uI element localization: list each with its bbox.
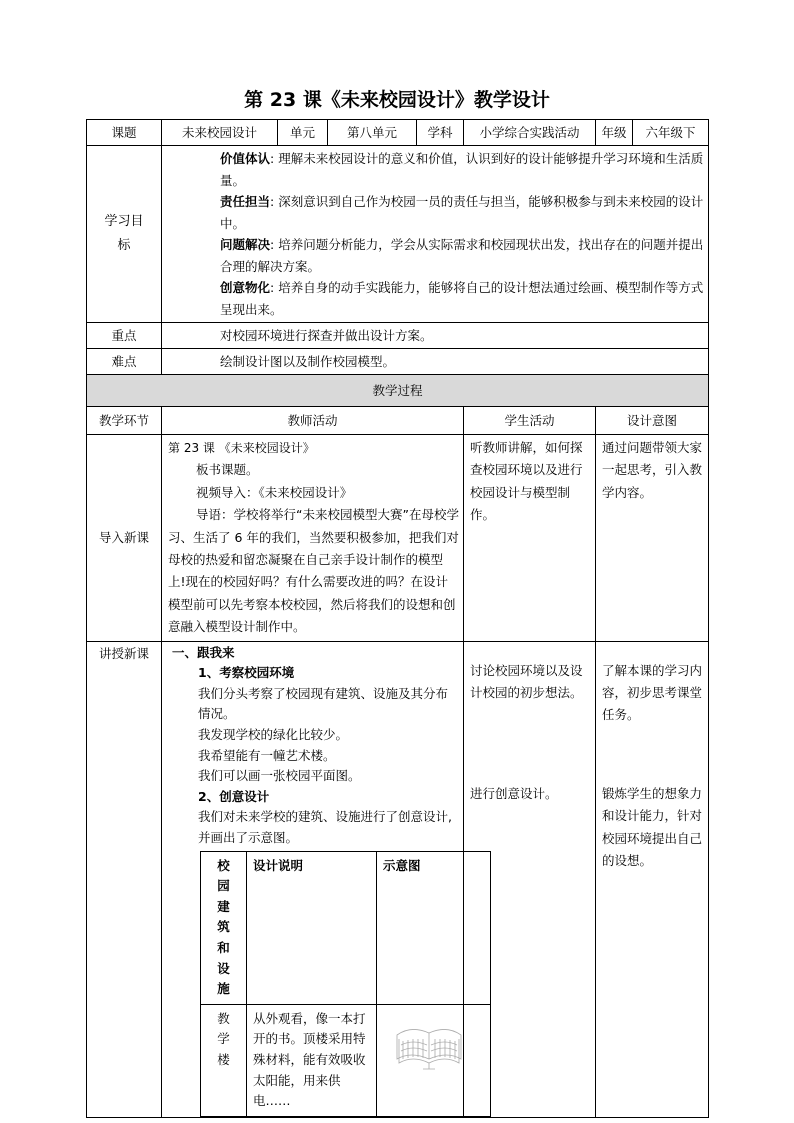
intent-text: 锻炼学生的想象力和设计能力，针对校园环境提出自己的设想。 bbox=[602, 785, 703, 869]
design-row-name-cell bbox=[201, 1004, 247, 1116]
new-teacher bbox=[162, 641, 464, 1117]
facility-name: 教 学 楼 bbox=[217, 1010, 230, 1067]
goal-key: 责任担当 bbox=[220, 194, 271, 209]
design-row-desc: 从外观看，像一本打开的书。顶楼采用特殊材料，能有效吸收太阳能，用来供电…… bbox=[247, 1004, 377, 1116]
new-intent bbox=[596, 641, 709, 1117]
unit-label: 单元 bbox=[278, 120, 328, 146]
goal-key: 创意物化 bbox=[220, 280, 271, 295]
body-text: 我们可以画一张校园平面图。 bbox=[198, 768, 361, 784]
goal-item: 问题解决: 培养问题分析能力，学会从实际需求和校园现状出发，找出存在的问题并提出合理的解决方案。 bbox=[220, 237, 704, 274]
new-lesson-row bbox=[87, 641, 709, 1117]
intro-intent: 通过问题带领大家一起思考，引入教学内容。 bbox=[596, 435, 709, 642]
process-header: 教学过程 bbox=[87, 375, 709, 407]
lesson-plan-table bbox=[86, 119, 709, 1118]
intro-row bbox=[87, 435, 709, 642]
goal-key: 价值体认 bbox=[220, 151, 271, 166]
goal-key: 问题解决 bbox=[220, 237, 271, 252]
subject-label: 学科 bbox=[417, 120, 464, 146]
difficulty-text: 绘制设计图以及制作校园模型。 bbox=[162, 349, 709, 375]
process-header-row bbox=[87, 375, 709, 407]
goals-row bbox=[87, 146, 709, 323]
col-intent: 设计意图 bbox=[596, 407, 709, 435]
intro-stage: 导入新课 bbox=[87, 435, 162, 642]
student-text: 讨论校园环境以及设计校园的初步想法。 bbox=[470, 662, 583, 701]
key-point-text: 对校园环境进行探查并做出设计方案。 bbox=[162, 323, 709, 349]
goal-text: 培养自身的动手实践能力，能够将自己的设计想法通过绘画、模型制作等方式呈现出来。 bbox=[220, 280, 704, 317]
difficulty-row bbox=[87, 349, 709, 375]
facility-heading: 校 园 建 筑 和 设 施 bbox=[217, 857, 230, 997]
intro-line: 板书课题。 bbox=[196, 462, 259, 478]
page-title: 第 23 课《未来校园设计》教学设计 bbox=[244, 89, 550, 111]
grade-value: 六年级下 bbox=[633, 120, 709, 146]
goal-text: 理解未来校园设计的意义和价值，认识到好的设计能够提升学习环境和生活质量。 bbox=[220, 151, 704, 188]
sub-heading: 2、创意设计 bbox=[198, 788, 270, 804]
design-table-row bbox=[201, 1004, 491, 1116]
design-head-sketch: 示意图 bbox=[377, 851, 491, 1004]
col-teacher: 教师活动 bbox=[162, 407, 464, 435]
body-text: 我们对未来学校的建筑、设施进行了创意设计,并画出了示意图。 bbox=[198, 809, 452, 845]
goal-item: 创意物化: 培养自身的动手实践能力，能够将自己的设计想法通过绘画、模型制作等方式呈现出来。 bbox=[220, 280, 704, 317]
new-stage: 讲授新课 bbox=[87, 641, 162, 1117]
intro-paragraph: 导语：学校将举行“未来校园模型大赛”在母校学习、生活了 6 年的我们，当然要积极参加，把我们对母校的热爱和留恋凝聚在自己亲手设计制作的模型上!现在的校园好吗？有什么需要改进的吗？在设计模型前可以先考察本校校园，然后将我们的设想和创意融入模型设计制作中。 bbox=[168, 507, 459, 635]
design-table-header bbox=[201, 851, 491, 1004]
student-text: 进行创意设计。 bbox=[470, 786, 558, 802]
design-head-facility bbox=[201, 851, 247, 1004]
body-text: 我们分头考察了校园现有建筑、设施及其分布情况。 bbox=[198, 685, 449, 722]
key-point-label: 重点 bbox=[87, 323, 162, 349]
goal-text: 深刻意识到自己作为校园一员的责任与担当，能够积极参与到未来校园的设计中。 bbox=[220, 194, 704, 231]
intro-line: 视频导入：《未来校园设计》 bbox=[196, 484, 353, 500]
grade-label: 年级 bbox=[596, 120, 633, 146]
key-point-row bbox=[87, 323, 709, 349]
design-head-desc: 设计说明 bbox=[247, 851, 377, 1004]
goals-label: 学习目标 bbox=[87, 146, 162, 323]
subject-value: 小学综合实践活动 bbox=[464, 120, 596, 146]
design-table bbox=[200, 851, 491, 1117]
body-text: 我发现学校的绿化比较少。 bbox=[198, 727, 349, 743]
body-text: 我希望能有一幢艺术楼。 bbox=[198, 747, 336, 763]
goal-item: 价值体认: 理解未来校园设计的意义和价值，认识到好的设计能够提升学习环境和生活质量。 bbox=[220, 151, 704, 188]
course-value: 未来校园设计 bbox=[162, 120, 278, 146]
unit-value: 第八单元 bbox=[328, 120, 417, 146]
info-row bbox=[87, 120, 709, 146]
intro-teacher bbox=[162, 435, 464, 642]
col-student: 学生活动 bbox=[464, 407, 596, 435]
book-building-sketch bbox=[393, 1013, 465, 1073]
column-header-row bbox=[87, 407, 709, 435]
intro-student: 听教师讲解，如何探查校园环境以及进行校园设计与模型制作。 bbox=[464, 435, 596, 642]
lesson-heading: 第 23 课 《未来校园设计》 bbox=[168, 441, 315, 455]
goal-text: 培养问题分析能力，学会从实际需求和校园现状出发，找出存在的问题并提出合理的解决方案。 bbox=[220, 237, 704, 274]
col-stage: 教学环节 bbox=[87, 407, 162, 435]
sub-heading: 1、考察校园环境 bbox=[198, 665, 295, 681]
difficulty-label: 难点 bbox=[87, 349, 162, 375]
course-label: 课题 bbox=[87, 120, 162, 146]
goals-content bbox=[162, 146, 709, 323]
goal-item: 责任担当: 深刻意识到自己作为校园一员的责任与担当，能够积极参与到未来校园的设计中。 bbox=[220, 194, 704, 231]
section-heading: 一、跟我来 bbox=[172, 644, 235, 660]
intent-text: 了解本课的学习内容，初步思考课堂任务。 bbox=[602, 662, 703, 723]
new-student bbox=[464, 641, 596, 1117]
